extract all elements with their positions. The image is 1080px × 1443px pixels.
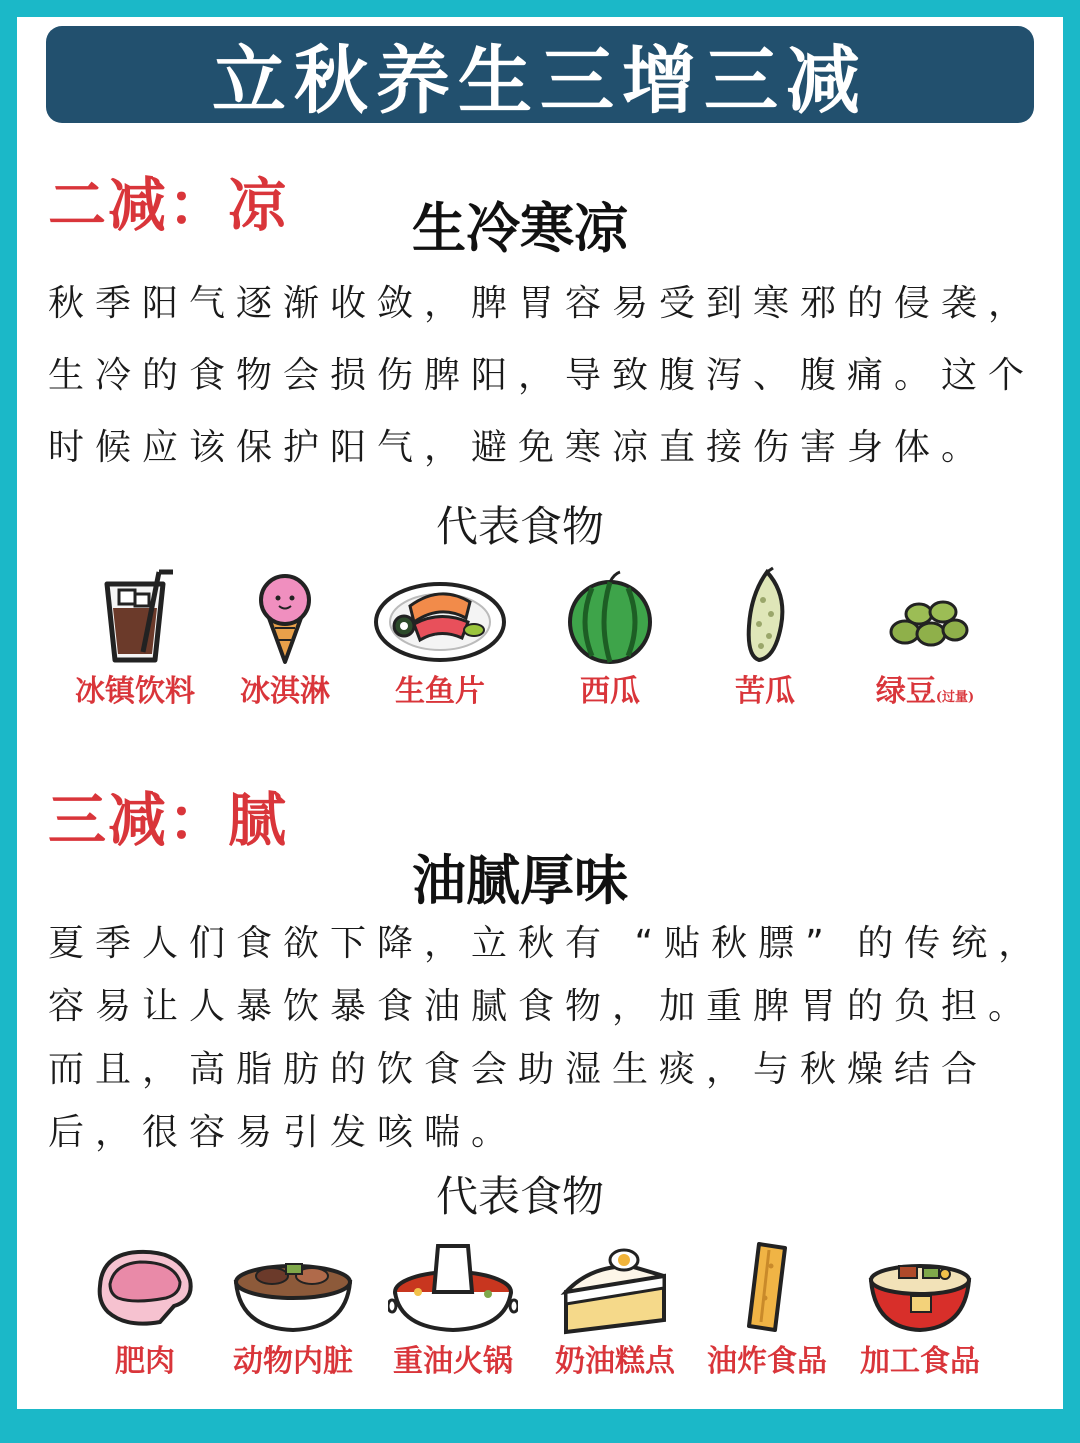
section-paragraph (48, 268, 1038, 484)
section-paragraph (48, 912, 1046, 1164)
section-label: 二减：凉 (48, 171, 289, 239)
food-item (850, 566, 1000, 710)
fatty-meat-icon (90, 1236, 200, 1336)
food-item (210, 566, 360, 710)
section-subtitle: 生冷寒凉 (412, 197, 628, 260)
paragraph-line: 秋季阳气逐渐收敛，脾胃容易受到寒邪的侵袭， (48, 283, 1036, 324)
title-banner (46, 26, 1034, 123)
page-title: 立秋养生三增三减 (212, 37, 868, 124)
paragraph-line: 后，很容易引发咳喘。 (48, 1112, 519, 1153)
food-item (365, 566, 515, 710)
food-label: 油炸食品 (707, 1344, 827, 1379)
food-item (692, 1236, 842, 1380)
food-item (540, 1236, 690, 1380)
mung-bean-icon (875, 566, 975, 666)
food-item (378, 1236, 528, 1380)
paragraph-line: 生冷的食物会损伤脾阳，导致腹泻、腹痛。这个 (48, 355, 1036, 396)
paragraph-line: 夏季人们食欲下降，立秋有 “贴秋膘” 的传统， (48, 923, 1046, 964)
food-note: (过量) (935, 690, 975, 705)
food-label: 动物内脏 (233, 1344, 353, 1379)
bitter-melon-icon (715, 566, 815, 666)
paragraph-line: 时候应该保护阳气，避免寒凉直接伤害身体。 (48, 427, 989, 468)
food-item (845, 1236, 995, 1380)
iced-drink-icon (85, 566, 185, 666)
hotpot-icon (388, 1236, 518, 1336)
food-label: 冰镇饮料 (75, 674, 195, 709)
food-item (60, 566, 210, 710)
paragraph-line: 而且，高脂肪的饮食会助湿生痰，与秋燥结合 (48, 1049, 989, 1090)
food-label: 冰淇淋 (240, 674, 330, 709)
section-label: 三减：腻 (48, 786, 289, 854)
food-label: 绿豆(过量) (875, 674, 975, 709)
representative-foods-title: 代表食物 (435, 1172, 604, 1221)
food-item (535, 566, 685, 710)
food-label: 加工食品 (860, 1344, 980, 1379)
food-item (70, 1236, 220, 1380)
offal-bowl-icon (228, 1236, 358, 1336)
watermelon-icon (560, 566, 660, 666)
food-label: 重油火锅 (393, 1344, 513, 1379)
food-row (60, 1236, 1020, 1396)
section-subtitle: 油腻厚味 (412, 849, 628, 912)
food-item (218, 1236, 368, 1380)
food-label: 生鱼片 (395, 674, 485, 709)
cream-cake-icon (560, 1236, 670, 1336)
food-label: 奶油糕点 (555, 1344, 675, 1379)
food-label: 肥肉 (115, 1344, 175, 1379)
processed-food-bowl-icon (865, 1236, 975, 1336)
food-label: 苦瓜 (735, 674, 795, 709)
ice-cream-icon (235, 566, 335, 666)
food-item (690, 566, 840, 710)
representative-foods-title: 代表食物 (435, 502, 604, 551)
paragraph-line: 容易让人暴饮暴食油腻食物，加重脾胃的负担。 (48, 986, 1036, 1027)
fried-food-icon (717, 1236, 817, 1336)
food-label: 西瓜 (580, 674, 640, 709)
food-row (60, 566, 1020, 726)
sashimi-icon (370, 566, 510, 666)
